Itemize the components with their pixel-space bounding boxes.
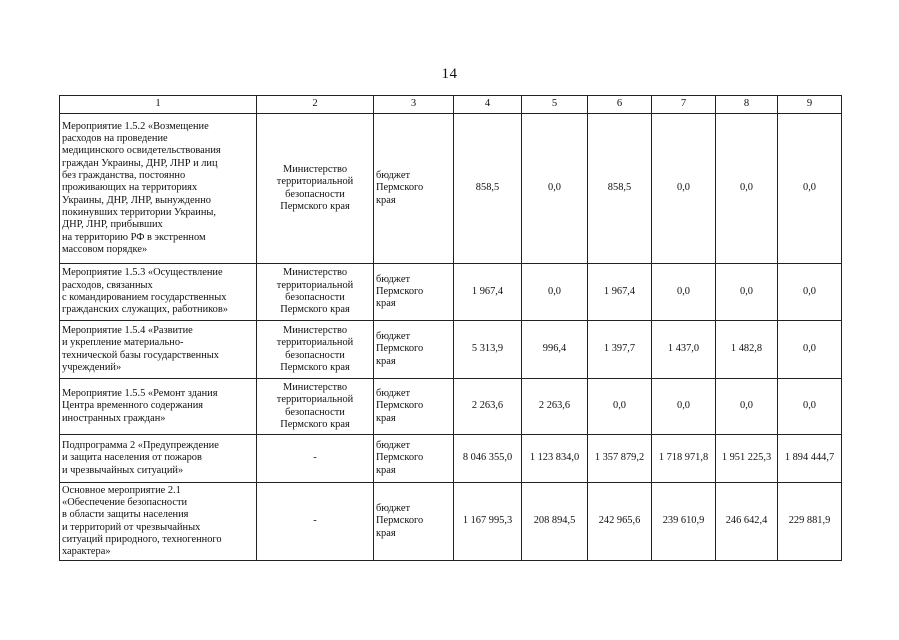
amount-cell: 1 437,0 [652,321,716,379]
page-number: 14 [441,66,458,82]
amount-cell: 5 313,9 [454,321,522,379]
amount-cell: 0,0 [778,321,842,379]
activity-name-cell-line: иностранных граждан» [62,412,166,424]
activity-name-cell-line: без гражданства, постоянно [62,170,186,182]
amount-cell: 0,0 [716,114,778,264]
executor-cell-line: Пермского края [280,200,350,212]
executor-cell-line: Министерство [282,267,348,279]
funding-source-cell-line: Пермского [376,285,424,297]
header-cell: 9 [778,96,842,114]
executor-cell-line: безопасности [285,406,345,418]
header-cell: 7 [652,96,716,114]
funding-source-cell-line: края [376,464,396,476]
executor-cell-line: Министерство [282,381,348,393]
amount-cell: 1 123 834,0 [522,435,588,483]
funding-source-cell-line: края [376,298,396,310]
budget-table [59,95,842,561]
executor-cell-line: территориальной [276,394,354,406]
activity-name-cell-line: медицинского освидетельствования [62,145,221,157]
amount-cell: 1 482,8 [716,321,778,379]
executor-cell-line: - [313,452,317,464]
header-row [60,96,842,114]
funding-source-cell-line: бюджет [376,388,411,400]
activity-name-cell-line: «Обеспечение безопасности [62,496,188,508]
table-row [60,483,842,561]
funding-source-cell-line: бюджет [376,331,411,343]
activity-name-cell [60,264,257,321]
amount-cell: 1 967,4 [454,264,522,321]
activity-name-cell-line: с командированием государственных [62,292,227,303]
activity-name-cell [60,435,257,483]
activity-name-cell-line: и защита населения от пожаров [62,452,202,464]
table-row [60,435,842,483]
header-cell: 2 [257,96,374,114]
amount-cell: 0,0 [588,379,652,435]
executor-cell [257,114,374,264]
header-cell: 1 [60,96,257,114]
executor-cell-line: безопасности [285,292,345,303]
executor-cell [257,321,374,379]
activity-name-cell-line: учреждений» [62,361,122,373]
executor-cell [257,435,374,483]
amount-cell: 246 642,4 [716,483,778,561]
activity-name-cell-line: Мероприятие 1.5.3 «Осуществление [62,267,223,279]
activity-name-cell-line: ДНР, ЛНР, прибывших [62,219,163,231]
executor-cell-line: Министерство [282,163,348,175]
executor-cell [257,379,374,435]
amount-cell: 858,5 [588,114,652,264]
executor-cell-line: - [313,515,317,527]
table-row [60,379,842,435]
activity-name-cell-line: Подпрограмма 2 «Предупреждение [62,440,219,452]
amount-cell: 0,0 [652,379,716,435]
header-cell: 6 [588,96,652,114]
amount-cell: 208 894,5 [522,483,588,561]
table-row [60,264,842,321]
executor-cell-line: территориальной [276,279,354,291]
activity-name-cell-line: на территорию РФ в экстренном [62,231,206,243]
activity-name-cell-line: характера» [62,546,111,558]
funding-source-cell-line: края [376,412,396,424]
header-cell: 5 [522,96,588,114]
activity-name-cell-line: расходов, связанных [62,279,153,291]
activity-name-cell [60,321,257,379]
activity-name-cell-line: Мероприятие 1.5.4 «Развитие [62,324,193,336]
funding-source-cell-line: края [376,527,396,539]
executor-cell [257,264,374,321]
amount-cell: 1 951 225,3 [716,435,778,483]
amount-cell: 0,0 [652,264,716,321]
funding-source-cell-line: края [376,194,396,206]
amount-cell: 0,0 [716,264,778,321]
activity-name-cell-line: и укрепление материально- [62,337,184,349]
activity-name-cell-line: технической базы государственных [62,349,219,361]
amount-cell: 239 610,9 [652,483,716,561]
activity-name-cell [60,114,257,264]
funding-source-cell [374,435,454,483]
funding-source-cell-line: Пермского [376,400,424,412]
funding-source-cell-line: края [376,355,396,367]
activity-name-cell-line: Мероприятие 1.5.5 «Ремонт здания [62,388,218,400]
funding-source-cell-line: Пермского [376,182,424,194]
activity-name-cell-line: Мероприятие 1.5.2 «Возмещение [62,120,209,132]
executor-cell-line: безопасности [285,349,345,361]
activity-name-cell-line: ситуаций природного, техногенного [62,533,222,545]
activity-name-cell-line: гражданских служащих, работников» [62,304,228,316]
amount-cell: 858,5 [454,114,522,264]
funding-source-cell-line: бюджет [376,503,411,515]
amount-cell: 0,0 [652,114,716,264]
activity-name-cell-line: и чрезвычайных ситуаций» [62,464,184,476]
amount-cell: 8 046 355,0 [454,435,522,483]
executor-cell-line: Пермского края [280,418,350,430]
amount-cell: 1 167 995,3 [454,483,522,561]
funding-source-cell-line: бюджет [376,440,411,452]
amount-cell: 229 881,9 [778,483,842,561]
activity-name-cell-line: массовом порядке» [62,243,148,255]
table-row [60,114,842,264]
executor-cell-line: Министерство [282,324,348,336]
amount-cell: 0,0 [778,264,842,321]
amount-cell: 0,0 [522,114,588,264]
table-row [60,321,842,379]
activity-name-cell-line: Центра временного содержания [62,400,204,412]
amount-cell: 2 263,6 [522,379,588,435]
amount-cell: 0,0 [522,264,588,321]
header-cell: 3 [374,96,454,114]
funding-source-cell-line: Пермского [376,343,424,355]
activity-name-cell [60,483,257,561]
activity-name-cell [60,379,257,435]
executor-cell-line: Пермского края [280,304,350,316]
activity-name-cell-line: Украины, ДНР, ЛНР, вынужденно [62,194,211,206]
executor-cell-line: безопасности [285,188,345,200]
header-cell: 4 [454,96,522,114]
funding-source-cell [374,379,454,435]
funding-source-cell [374,264,454,321]
executor-cell-line: территориальной [276,176,354,188]
amount-cell: 0,0 [778,379,842,435]
amount-cell: 0,0 [778,114,842,264]
executor-cell-line: территориальной [276,337,354,349]
funding-source-cell-line: бюджет [376,170,411,182]
amount-cell: 0,0 [716,379,778,435]
activity-name-cell-line: в области защиты населения [62,509,189,521]
activity-name-cell-line: проживающих на территориях [62,182,198,194]
amount-cell: 996,4 [522,321,588,379]
funding-source-cell-line: бюджет [376,273,411,285]
executor-cell [257,483,374,561]
funding-source-cell [374,321,454,379]
header-cell: 8 [716,96,778,114]
funding-source-cell-line: Пермского [376,515,424,527]
amount-cell: 1 894 444,7 [778,435,842,483]
amount-cell: 1 718 971,8 [652,435,716,483]
activity-name-cell-line: и территорий от чрезвычайных [62,521,201,533]
activity-name-cell-line: Основное мероприятие 2.1 [62,484,181,496]
amount-cell: 242 965,6 [588,483,652,561]
funding-source-cell-line: Пермского [376,452,424,464]
activity-name-cell-line: расходов на проведение [62,133,168,145]
funding-source-cell [374,483,454,561]
funding-source-cell [374,114,454,264]
amount-cell: 1 967,4 [588,264,652,321]
amount-cell: 1 397,7 [588,321,652,379]
amount-cell: 2 263,6 [454,379,522,435]
activity-name-cell-line: граждан Украины, ДНР, ЛНР и лиц [62,157,218,169]
activity-name-cell-line: покинувших территории Украины, [62,206,216,218]
amount-cell: 1 357 879,2 [588,435,652,483]
executor-cell-line: Пермского края [280,361,350,373]
